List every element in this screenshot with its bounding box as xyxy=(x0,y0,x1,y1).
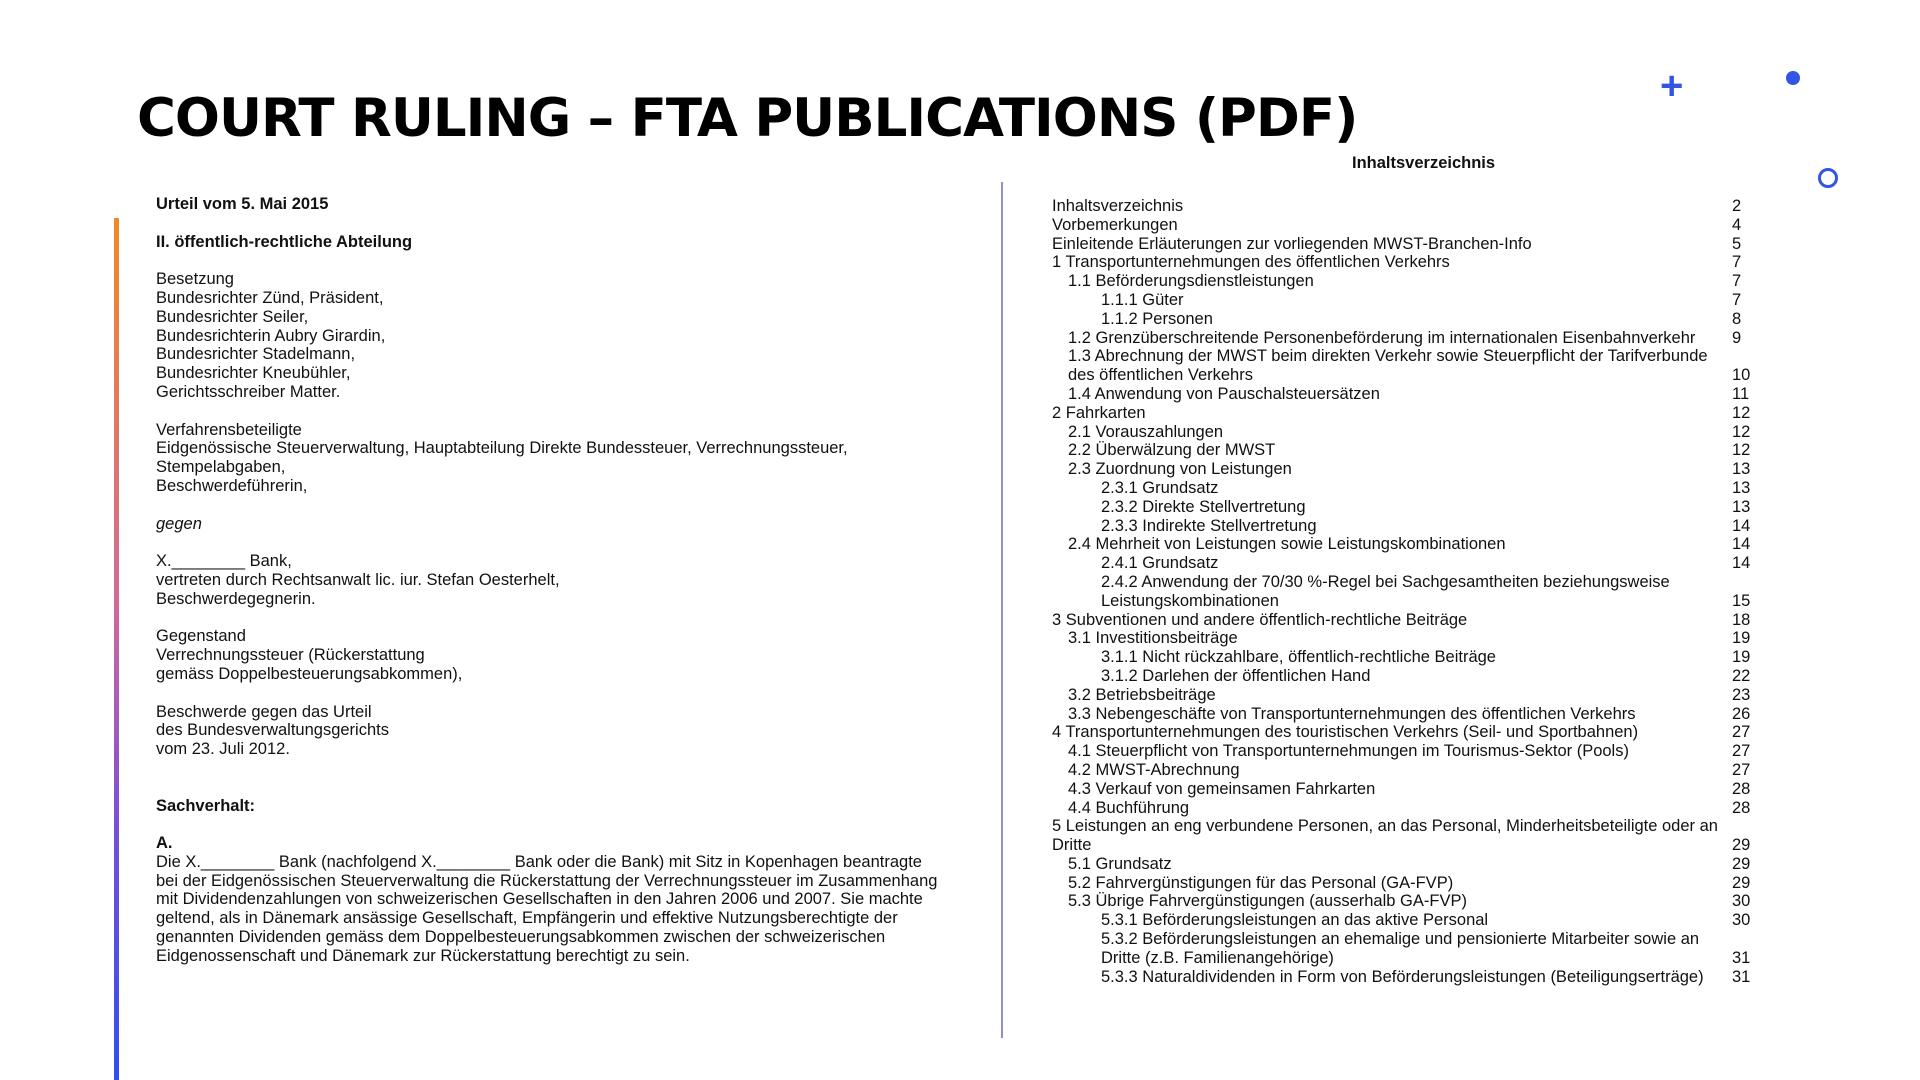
toc-entry-title: 3.1.1 Nicht rückzahlbare, öffentlich-rechtliche Beiträge xyxy=(1101,648,1496,667)
toc-entry-title: 3.1.2 Darlehen der öffentlichen Hand xyxy=(1101,666,1371,685)
facts-line: bei der Eidgenössischen Steuerverwaltung die Rückerstattung der Verrechnungssteuer im Zusammenhang xyxy=(156,871,938,890)
toc-entry-title: Einleitende Erläuterungen zur vorliegenden MWST-Branchen-Info xyxy=(1052,234,1532,253)
toc-entry[interactable] xyxy=(1052,930,1772,968)
toc-entry[interactable] xyxy=(1052,310,1772,329)
toc-entry[interactable] xyxy=(1052,441,1772,460)
toc-entry-title: 1.4 Anwendung von Pauschalsteuersätzen xyxy=(1068,384,1380,403)
toc-entry[interactable] xyxy=(1052,799,1772,818)
toc-page-number: 19 xyxy=(1732,629,1751,648)
appeal-line: vom 23. Juli 2012. xyxy=(156,740,290,759)
appellant-line: Stempelabgaben, xyxy=(156,458,286,477)
toc-entry-title: 5.3.1 Beförderungsleistungen an das aktive Personal xyxy=(1101,911,1489,930)
toc-page-number: 7 xyxy=(1732,253,1742,272)
facts-line: mit Dividendenzahlungen von schweizerischen Gesellschaften in den Jahren 2006 und 2007. Sie machte xyxy=(156,890,923,909)
toc-page-number: 19 xyxy=(1732,648,1751,667)
toc-entry-title: 1.3 Abrechnung der MWST beim direkten Verkehr sowie Steuerpflicht der Tarifverbunde des öffentlichen Verkehrs xyxy=(1068,347,1708,385)
toc-page-number: 18 xyxy=(1732,610,1751,629)
toc-entry-title: 1.1.2 Personen xyxy=(1101,309,1213,328)
appeal-line: des Bundesverwaltungsgerichts xyxy=(156,721,389,740)
appellant-block xyxy=(156,439,986,495)
table-of-contents xyxy=(1052,197,1772,986)
toc-page-number: 9 xyxy=(1732,328,1742,347)
accent-bar xyxy=(114,218,119,1080)
toc-page-number: 10 xyxy=(1732,366,1751,385)
toc-page-number: 13 xyxy=(1732,497,1751,516)
toc-page-number: 30 xyxy=(1732,892,1751,911)
toc-page-number: 12 xyxy=(1732,422,1751,441)
appeal-block xyxy=(156,703,986,759)
toc-entry[interactable] xyxy=(1052,911,1772,930)
toc-entry-title: 4.1 Steuerpflicht von Transportunternehmungen im Tourismus-Sektor (Pools) xyxy=(1068,742,1629,761)
toc-page-number: 29 xyxy=(1732,854,1751,873)
toc-page-number: 30 xyxy=(1732,911,1751,930)
slide-title: COURT RULING – FTA PUBLICATIONS (PDF) xyxy=(137,88,1358,149)
appeal-line: Beschwerde gegen das Urteil xyxy=(156,702,372,721)
toc-page-number: 28 xyxy=(1732,779,1751,798)
court-ruling-document xyxy=(156,195,986,966)
toc-entry-title: 3.2 Betriebsbeiträge xyxy=(1068,685,1216,704)
toc-page-number: 5 xyxy=(1732,234,1742,253)
toc-entry[interactable] xyxy=(1052,968,1772,987)
toc-entry-title: 2.4.2 Anwendung der 70/30 %-Regel bei Sachgesamtheiten beziehungsweise Leistungskombinationen xyxy=(1101,572,1670,610)
toc-entry[interactable] xyxy=(1052,723,1772,742)
toc-entry[interactable] xyxy=(1052,347,1772,385)
plus-icon: + xyxy=(1660,64,1684,108)
toc-entry-title: 5.2 Fahrvergünstigungen für das Personal (GA-FVP) xyxy=(1068,873,1454,892)
toc-entry-title: 4.3 Verkauf von gemeinsamen Fahrkarten xyxy=(1068,779,1376,798)
toc-page-number: 13 xyxy=(1732,460,1751,479)
toc-entry[interactable] xyxy=(1052,667,1772,686)
toc-page-number: 11 xyxy=(1732,384,1750,403)
toc-entry[interactable] xyxy=(1052,611,1772,630)
toc-entry-title: 5.3.3 Naturaldividenden in Form von Beförderungsleistungen (Beteiligungserträge) xyxy=(1101,967,1704,986)
toc-page-number: 8 xyxy=(1732,309,1742,328)
toc-entry-title: 5 Leistungen an eng verbundene Personen, an das Personal, Minderheitsbeteiligte oder an Dritte xyxy=(1052,817,1718,855)
judge-line: Gerichtsschreiber Matter. xyxy=(156,382,341,401)
toc-entry-title: 3.3 Nebengeschäfte von Transportunternehmungen des öffentlichen Verkehrs xyxy=(1068,704,1636,723)
toc-page-number: 4 xyxy=(1732,215,1742,234)
facts-line: Die X.________ Bank (nachfolgend X.________ Bank oder die Bank) mit Sitz in Kopenhagen beantragte xyxy=(156,852,922,871)
toc-entry-title: 2.3.1 Grundsatz xyxy=(1101,478,1219,497)
toc-page-number: 29 xyxy=(1732,836,1751,855)
toc-entry[interactable] xyxy=(1052,742,1772,761)
toc-page-number: 27 xyxy=(1732,723,1751,742)
toc-page-number: 7 xyxy=(1732,290,1742,309)
toc-entry[interactable] xyxy=(1052,780,1772,799)
subject-block xyxy=(156,646,986,684)
toc-entry-title: Inhaltsverzeichnis xyxy=(1052,197,1184,215)
toc-entry-title: 2.3.3 Indirekte Stellvertretung xyxy=(1101,516,1317,535)
toc-entry-title: 4.4 Buchführung xyxy=(1068,798,1190,817)
versus-label: gegen xyxy=(156,514,202,533)
toc-entry[interactable] xyxy=(1052,197,1772,216)
judge-line: Bundesrichter Stadelmann, xyxy=(156,345,356,364)
toc-entry[interactable] xyxy=(1052,253,1772,272)
toc-entry[interactable] xyxy=(1052,517,1772,536)
judge-line: Bundesrichter Seiler, xyxy=(156,307,309,326)
judge-line: Bundesrichterin Aubry Girardin, xyxy=(156,326,386,345)
toc-heading: Inhaltsverzeichnis xyxy=(1352,154,1496,172)
judge-line: Bundesrichter Kneubühler, xyxy=(156,364,351,383)
toc-page-number: 7 xyxy=(1732,272,1742,291)
toc-entry-title: 2 Fahrkarten xyxy=(1052,403,1146,422)
composition-label: Besetzung xyxy=(156,270,234,289)
toc-page-number: 12 xyxy=(1732,403,1751,422)
toc-page-number: 31 xyxy=(1732,967,1751,986)
toc-entry-title: 2.1 Vorauszahlungen xyxy=(1068,422,1224,441)
toc-entry-title: 4 Transportunternehmungen des touristischen Verkehrs (Seil- und Sportbahnen) xyxy=(1052,723,1639,742)
toc-entry-title: 2.4.1 Grundsatz xyxy=(1101,554,1219,573)
toc-entry-title: 2.2 Überwälzung der MWST xyxy=(1068,441,1276,460)
facts-line: genannten Dividenden gemäss dem Doppelbesteuerungsabkommen zwischen der schweizerischen xyxy=(156,928,886,947)
toc-entry[interactable] xyxy=(1052,761,1772,780)
toc-entry[interactable] xyxy=(1052,385,1772,404)
toc-entry[interactable] xyxy=(1052,705,1772,724)
toc-page-number: 15 xyxy=(1732,591,1751,610)
toc-entry[interactable] xyxy=(1052,686,1772,705)
toc-entry-title: 5.3.2 Beförderungsleistungen an ehemalige und pensionierte Mitarbeiter sowie an Dritte (z.B. Familienangehörige) xyxy=(1101,930,1700,967)
toc-entry-title: Vorbemerkungen xyxy=(1052,215,1178,234)
toc-entry[interactable] xyxy=(1052,291,1772,310)
facts-paragraph xyxy=(156,853,986,966)
subject-line: Verrechnungssteuer (Rückerstattung xyxy=(156,646,425,665)
dot-icon xyxy=(1786,71,1800,85)
column-divider xyxy=(1001,182,1003,1038)
respondent-block xyxy=(156,552,986,608)
toc-page-number: 27 xyxy=(1732,742,1751,761)
toc-entry-title: 4.2 MWST-Abrechnung xyxy=(1068,760,1240,779)
toc-page-number: 28 xyxy=(1732,798,1751,817)
appellant-line: Eidgenössische Steuerverwaltung, Hauptabteilung Direkte Bundessteuer, Verrechnungssteuer, xyxy=(156,439,848,458)
toc-entry-title: 2.3 Zuordnung von Leistungen xyxy=(1068,460,1292,479)
toc-entry[interactable] xyxy=(1052,460,1772,479)
toc-entry[interactable] xyxy=(1052,329,1772,348)
toc-entry[interactable] xyxy=(1052,535,1772,554)
toc-page-number: 22 xyxy=(1732,666,1751,685)
toc-page-number: 27 xyxy=(1732,760,1751,779)
toc-page-number: 31 xyxy=(1732,948,1751,967)
toc-entry[interactable] xyxy=(1052,817,1772,855)
respondent-line: X.________ Bank, xyxy=(156,552,292,571)
toc-entry[interactable] xyxy=(1052,423,1772,442)
toc-entry-title: 2.3.2 Direkte Stellvertretung xyxy=(1101,497,1306,516)
respondent-line: vertreten durch Rechtsanwalt lic. iur. Stefan Oesterhelt, xyxy=(156,570,560,589)
toc-entry-title: 1.1.1 Güter xyxy=(1101,290,1184,309)
ring-icon xyxy=(1818,168,1838,188)
judge-line: Bundesrichter Zünd, Präsident, xyxy=(156,288,384,307)
toc-entry-title: 2.4 Mehrheit von Leistungen sowie Leistungskombinationen xyxy=(1068,535,1506,554)
toc-entry-title: 5.3 Übrige Fahrvergünstigungen (ausserhalb GA-FVP) xyxy=(1068,892,1467,911)
toc-entry-title: 3 Subventionen und andere öffentlich-rechtliche Beiträge xyxy=(1052,610,1468,629)
toc-entry[interactable] xyxy=(1052,272,1772,291)
respondent-line: Beschwerdegegnerin. xyxy=(156,589,316,608)
toc-page-number: 29 xyxy=(1732,873,1751,892)
toc-entry[interactable] xyxy=(1052,554,1772,573)
toc-page-number: 12 xyxy=(1732,441,1751,460)
toc-entry-title: 5.1 Grundsatz xyxy=(1068,854,1172,873)
toc-page-number: 14 xyxy=(1732,535,1751,554)
toc-entry[interactable] xyxy=(1052,404,1772,423)
toc-entry[interactable] xyxy=(1052,479,1772,498)
toc-entry[interactable] xyxy=(1052,573,1772,611)
toc-page-number: 14 xyxy=(1732,554,1751,573)
parties-label: Verfahrensbeteiligte xyxy=(156,420,302,439)
toc-entry[interactable] xyxy=(1052,235,1772,254)
toc-entry-title: 1.1 Beförderungsdienstleistungen xyxy=(1068,272,1314,291)
toc-entry[interactable] xyxy=(1052,855,1772,874)
ruling-date: Urteil vom 5. Mai 2015 xyxy=(156,195,329,213)
toc-page-number: 14 xyxy=(1732,516,1751,535)
section-a-label: A. xyxy=(156,834,173,853)
toc-page-number: 26 xyxy=(1732,704,1751,723)
toc-entry-title: 1.2 Grenzüberschreitende Personenbeförderung im internationalen Eisenbahnverkehr xyxy=(1068,328,1696,347)
subject-label: Gegenstand xyxy=(156,627,246,646)
toc-entry[interactable] xyxy=(1052,892,1772,911)
toc-page-number: 23 xyxy=(1732,685,1751,704)
facts-line: geltend, als in Dänemark ansässige Gesellschaft, Empfängerin und effektive Nutzungsberechtigte der xyxy=(156,909,898,928)
subject-line: gemäss Doppelbesteuerungsabkommen), xyxy=(156,664,463,683)
toc-entry[interactable] xyxy=(1052,498,1772,517)
toc-entry-title: 1 Transportunternehmungen des öffentlichen Verkehrs xyxy=(1052,253,1450,272)
facts-label: Sachverhalt: xyxy=(156,796,256,815)
ruling-division: II. öffentlich-rechtliche Abteilung xyxy=(156,232,413,251)
toc-page-number: 13 xyxy=(1732,478,1751,497)
toc-entry[interactable] xyxy=(1052,648,1772,667)
toc-entry[interactable] xyxy=(1052,629,1772,648)
toc-entry-title: 3.1 Investitionsbeiträge xyxy=(1068,629,1238,648)
facts-line: Eidgenossenschaft und Dänemark zur Rückerstattung berechtigt zu sein. xyxy=(156,946,690,965)
toc-entry[interactable] xyxy=(1052,874,1772,893)
toc-page-number: 2 xyxy=(1732,197,1742,215)
judges-list xyxy=(156,289,986,402)
appellant-line: Beschwerdeführerin, xyxy=(156,476,308,495)
toc-entry[interactable] xyxy=(1052,216,1772,235)
